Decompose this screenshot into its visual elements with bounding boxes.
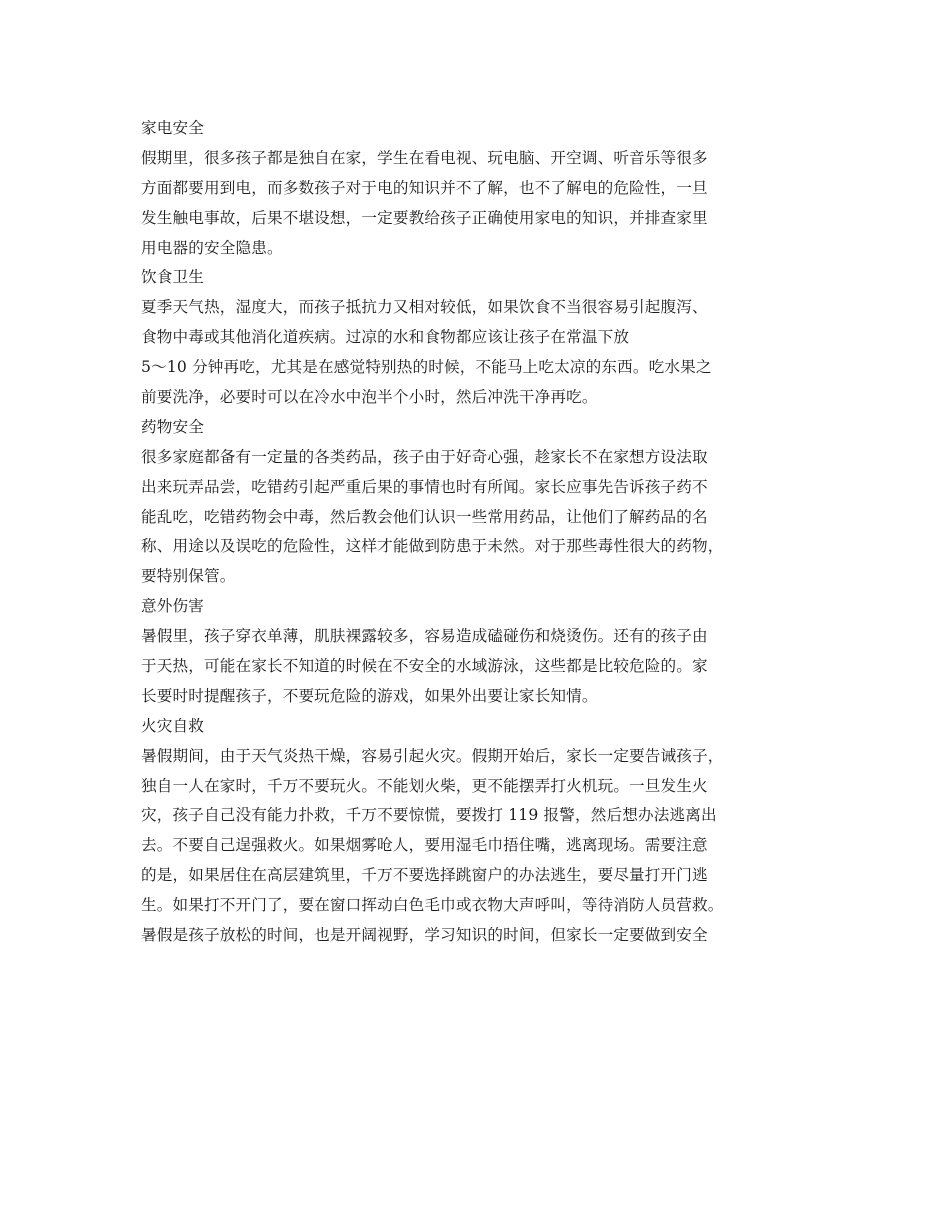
heading-food-hygiene: 饮食卫生 (141, 268, 204, 287)
paragraph-line: 很多家庭都备有一定量的各类药品，孩子由于好奇心强，趁家长不在家想方设法取 (141, 447, 708, 466)
heading-medicine-safety: 药物安全 (141, 417, 204, 436)
paragraph-line: 5～10 分钟再吃，尤其是在感觉特别热的时候，不能马上吃太凉的东西。吃水果之 (141, 358, 712, 377)
paragraph-line: 食物中毒或其他消化道疾病。过凉的水和食物都应该让孩子在常温下放 (141, 328, 630, 347)
paragraph-line: 暑假期间，由于天气炎热干燥，容易引起火灾。假期开始后，家长一定要告诫孩子， (141, 746, 724, 765)
paragraph-line: 要特别保管。 (141, 567, 236, 586)
paragraph-line: 独自一人在家时，千万不要玩火。不能划火柴，更不能摆弄打火机玩。一旦发生火 (141, 776, 708, 795)
paragraph-line: 假期里，很多孩子都是独自在家，学生在看电视、玩电脑、开空调、听音乐等很多 (141, 148, 708, 167)
paragraph-line: 夏季天气热，湿度大，而孩子抵抗力又相对较低，如果饮食不当很容易引起腹泻、 (141, 298, 708, 317)
paragraph-line: 生。如果打不开门了，要在窗口挥动白色毛巾或衣物大声呼叫，等待消防人员营救。 (141, 896, 724, 915)
paragraph-line: 暑假是孩子放松的时间，也是开阔视野，学习知识的时间，但家长一定要做到安全 (141, 926, 708, 945)
paragraph-line: 去。不要自己逞强救火。如果烟雾呛人，要用湿毛巾捂住嘴，逃离现场。需要注意 (141, 836, 708, 855)
paragraph-line: 能乱吃，吃错药物会中毒，然后教会他们认识一些常用药品，让他们了解药品的名 (141, 507, 708, 526)
paragraph-line: 发生触电事故，后果不堪设想，一定要教给孩子正确使用家电的知识，并排查家里 (141, 208, 708, 227)
paragraph-line: 用电器的安全隐患。 (141, 238, 283, 257)
document-body (141, 114, 821, 951)
paragraph-line: 暑假里，孩子穿衣单薄，肌肤裸露较多，容易造成磕碰伤和烧烫伤。还有的孩子由 (141, 627, 708, 646)
paragraph-line: 方面都要用到电，而多数孩子对于电的知识并不了解，也不了解电的危险性，一旦 (141, 178, 708, 197)
paragraph-line: 长要时时提醒孩子，不要玩危险的游戏，如果外出要让家长知情。 (141, 686, 598, 705)
heading-accidental-injury: 意外伤害 (141, 597, 204, 616)
paragraph-line: 出来玩弄品尝，吃错药引起严重后果的事情也时有所闻。家长应事先告诉孩子药不 (141, 477, 708, 496)
paragraph-line: 前要洗净，必要时可以在冷水中泡半个小时，然后冲洗干净再吃。 (141, 388, 598, 407)
paragraph-line: 于天热，可能在家长不知道的时候在不安全的水域游泳，这些都是比较危险的。家 (141, 657, 708, 676)
paragraph-line: 称、用途以及误吃的危险性，这样才能做到防患于未然。对于那些毒性很大的药物， (141, 537, 724, 556)
heading-fire-self-rescue: 火灾自救 (141, 716, 204, 735)
heading-appliance-safety: 家电安全 (141, 119, 204, 137)
paragraph-line: 灾，孩子自己没有能力扑救，千万不要惊慌，要拨打 119 报警，然后想办法逃离出 (141, 806, 717, 825)
paragraph-line: 的是，如果居住在高层建筑里，千万不要选择跳窗户的办法逃生，要尽量打开门逃 (141, 866, 708, 885)
